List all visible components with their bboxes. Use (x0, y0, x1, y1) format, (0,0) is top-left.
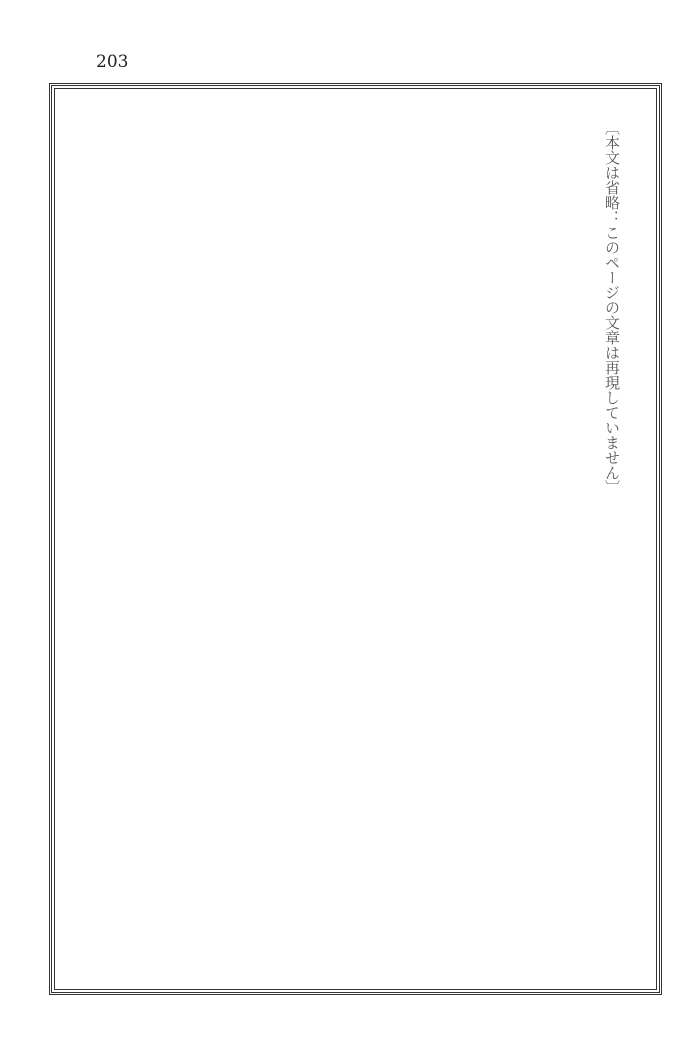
page-number: 203 (96, 52, 129, 72)
body-text-placeholder: 〔本文は省略：このページの文章は再現していません〕 (603, 120, 621, 495)
